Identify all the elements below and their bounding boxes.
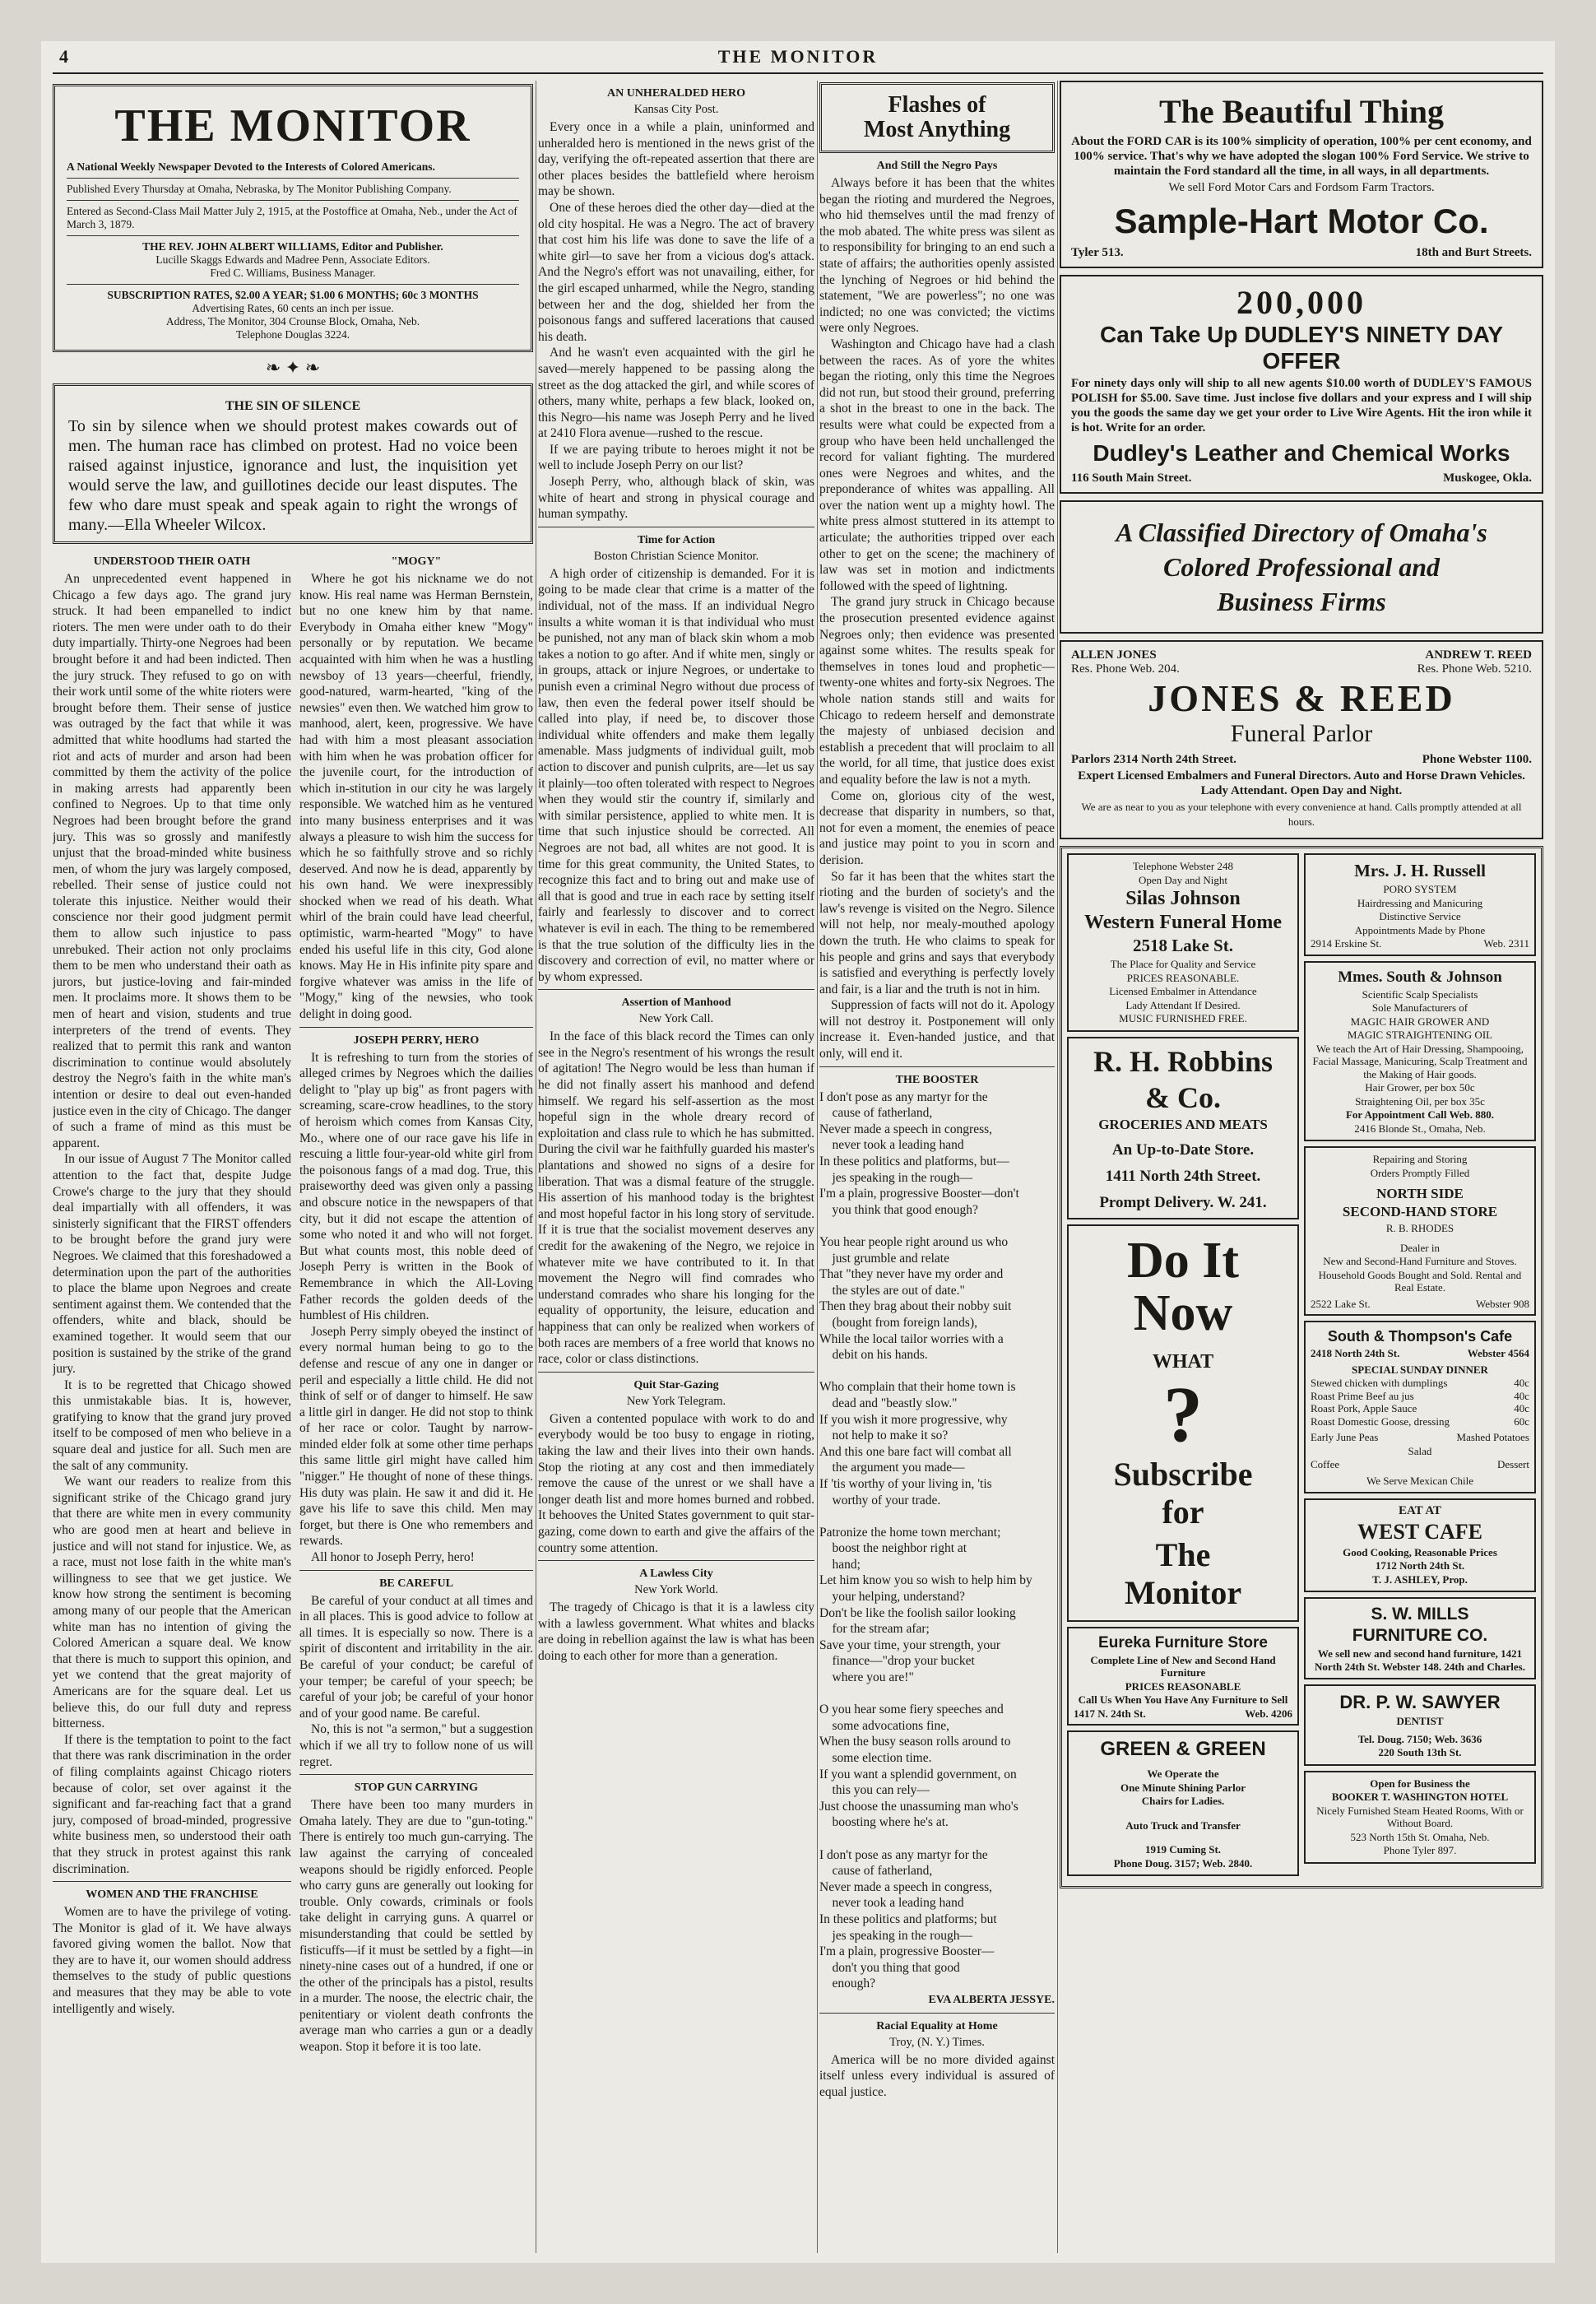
lawless-city-source: New York World. <box>634 1583 718 1597</box>
west-cafe-l3: T. J. ASHLEY, Prop. <box>1372 1572 1468 1586</box>
robbins-l2: Prompt Delivery. W. 241. <box>1099 1193 1267 1211</box>
be-careful-text2: No, this is not "a sermon," but a suggestion which if we all try to follow none of us will regret. <box>299 1722 533 1769</box>
robbins-sub: GROCERIES AND MEATS <box>1098 1116 1268 1132</box>
russell-name: Mrs. J. H. Russell <box>1354 861 1486 880</box>
west-cafe-name: WEST CAFE <box>1357 1519 1482 1544</box>
understood-oath-title: UNDERSTOOD THEIR OATH <box>93 555 251 568</box>
west-cafe-l1: Good Cooking, Reasonable Prices <box>1343 1545 1497 1558</box>
russell-l2: Distinctive Service <box>1379 910 1461 922</box>
mogy-text: Where he got his nickname we do not know. His real name was Herman Bernstein, but no one knew him by that name. Everybody in Omaha either knew "Mogy" personally or by reputation. We became acquainted with him when he was a hustling newsboy of 13 years—cheerful, friendly, good-natured, warm-hearted, "king of the newsies" even then. We watched him grow to manhood, alert, keen, progressive. We have had with him a most pleasant association with him when he was probation officer for the juvenile court, for the introduction of which in-stitution in our city he was largely responsible. We watched him as he ventured into many business enterprises and it was always a pleasure to wish him the success for which he so faithfully strove and so richly deserved. And now he is dead, apparently by his own hand. We were inexpressibly shocked when we read of his death. What whirl of the brain could have lead cheerful, optimistic, warm-hearted "Mogy" to have ended his useful life in this city, God alone knows. May He in His infinite pity spare and forgive whatever was amiss in the life of "Mogy," king of the newsies, who took delight in doing good. <box>299 572 533 1022</box>
masthead-box <box>53 84 533 352</box>
cafe-sub: SPECIAL SUNDAY DINNER <box>1352 1363 1488 1376</box>
dudley-number: 200,000 <box>1236 284 1366 321</box>
directory-line-1: A Classified Directory of Omaha's <box>1116 518 1487 547</box>
do-it-question: ? <box>1163 1369 1203 1458</box>
booker-l2: Nicely Furnished Steam Heated Rooms, With or Without Board. <box>1316 1804 1524 1829</box>
rhodes-l3: Dealer in <box>1399 1241 1440 1254</box>
newspaper-page <box>41 41 1555 2263</box>
cafe-item <box>1311 1377 1529 1390</box>
south-johnson-l5: We teach the Art of Hair Dressing, Shampooing, Facial Massage, Manicuring, Scalp Treatment and the Making of Hair goods. <box>1312 1042 1528 1080</box>
dudley-text: For ninety days only will ship to all new agents $10.00 worth of DUDLEY'S FAMOUS POLISH for $5.00. Save time. Just inclose five dollars and your express and I will ship you the goods the same day we get your order to Live Wire Agents. Hit the iron while it is hot. Write for an order. <box>1071 377 1532 434</box>
ad-silas-johnson <box>1067 853 1299 1032</box>
south-johnson-l2: Sole Manufacturers of <box>1371 1001 1468 1014</box>
sawyer-phone: Tel. Doug. 7150; Web. 3636 <box>1357 1732 1482 1745</box>
russell-l3: Appointments Made by Phone <box>1354 923 1486 936</box>
masthead-manager: Fred C. Williams, Business Manager. <box>210 267 376 279</box>
header-rule <box>53 72 1543 74</box>
cafe-extra-2: Mashed Potatoes <box>1456 1431 1529 1443</box>
joseph-perry-title: JOSEPH PERRY, HERO <box>353 1034 480 1047</box>
cafe-name: South & Thompson's Cafe <box>1327 1328 1513 1345</box>
sample-hart-phone: Tyler 513. <box>1071 246 1124 259</box>
jones-reed-parlors: Parlors 2314 North 24th Street. <box>1071 753 1236 766</box>
still-pays-p6: Suppression of facts will not do it. Apology will not destroy it. Postponement will only increase it. Even-handed justice, and that only, will end it. <box>819 998 1055 1061</box>
south-johnson-address: 2416 Blonde St., Omaha, Neb. <box>1354 1122 1486 1135</box>
directory-line-3: Business Firms <box>1217 587 1386 616</box>
unheralded-title: AN UNHERALDED HERO <box>606 87 745 100</box>
assertion-text: In the face of this black record the Times can only see in the Negro's resentment of his wrongs the result of agitation! The Negro would be less than human if he did not finally assert his manhood and defend himself. We regard his self-assertion as the most hopeful sign in the whole dreary record of exploitation and class rule to which he has submitted. During the civil war he faithfully guarded his master's plantations and showed no signs of a desire for liberation. That was a dismal feature of the struggle. His assertion of his manhood today is the brightest and most hopeful factor in his long story of servitude. If it is true that the socialist movement deserves any credit for the awakening of the Negro, we rejoice in whatever mite we have contributed to it. In that movement the Negro will find comrades who understand comrades who share his longing for the equality of opportunity, the leisure, education and happiness that can only be realized when workers of both races are members of a free world that knows no race, color or class distinctions. <box>538 1029 814 1367</box>
silas-l5: MUSIC FURNISHED FREE. <box>1119 1012 1247 1024</box>
stop-gun-title: STOP GUN CARRYING <box>354 1781 479 1795</box>
eureka-l1: Complete Line of New and Second Hand Furniture <box>1090 1653 1276 1679</box>
eureka-address: 1417 N. 24th St. <box>1074 1707 1146 1720</box>
ad-booker-hotel <box>1304 1771 1536 1864</box>
sin-of-silence-box <box>53 383 533 544</box>
do-it-monitor: Monitor <box>1124 1573 1242 1611</box>
do-it-line-2: Now <box>1133 1284 1233 1341</box>
directory-line-2: Colored Professional and <box>1162 552 1441 582</box>
column-ads <box>1060 81 1543 2253</box>
quit-star-text: Given a contented populace with work to do and everybody would be too busy to engage in rioting, taking the law and their lives into their own hands. Stop the rioting at any cost and then immediately remove the cause of the unrest or we shall have a longer death list and more homes burned and robbed. It behooves the United States government to quit star-gazing, come down to earth and give the affairs of the country some attention. <box>538 1411 814 1555</box>
directory-right <box>1304 853 1536 1881</box>
quit-star-title: Quit Star-Gazing <box>633 1378 719 1391</box>
time-action-title: Time for Action <box>637 533 716 546</box>
masthead-published: Published Every Thursday at Omaha, Nebraska, by The Monitor Publishing Company. <box>67 183 452 195</box>
be-careful-text: Be careful of your conduct at all times and in all places. This is good advice to follow at all times. It is especially so now. There is a spirit of discontent and irritability in the air. Be careful of your conduct; be careful of your temper; be careful of your speech; be careful of your job; be careful of your honor and of your good name. Be careful. <box>299 1593 533 1721</box>
ornament-icon: ❧ ✦ ❧ <box>265 357 321 378</box>
ad-south-johnson <box>1304 961 1536 1142</box>
ad-eureka <box>1067 1627 1299 1726</box>
russell-phone: Web. 2311 <box>1483 937 1529 950</box>
sample-hart-text2: We sell Ford Motor Cars and Fordsom Farm Tractors. <box>1168 181 1435 194</box>
masthead-address: Address, The Monitor, 304 Crounse Block, Omaha, Neb. <box>165 315 420 327</box>
ad-directory <box>1060 500 1543 634</box>
south-johnson-l8: For Appointment Call Web. 880. <box>1345 1108 1495 1121</box>
silas-address: 2518 Lake St. <box>1133 936 1233 955</box>
masthead-telephone: Telephone Douglas 3224. <box>235 328 350 341</box>
directory-left <box>1067 853 1299 1881</box>
south-johnson-l4: MAGIC STRAIGHTENING OIL <box>1347 1029 1493 1041</box>
cafe-item <box>1311 1415 1529 1428</box>
sample-hart-headline: The Beautiful Thing <box>1158 93 1445 130</box>
south-johnson-l1: Scientific Scalp Specialists <box>1362 987 1478 1001</box>
rhodes-address: 2522 Lake St. <box>1311 1297 1371 1310</box>
jones-phone: Res. Phone Web. 204. <box>1071 662 1180 676</box>
cafe-item-name: Roast Domestic Goose, dressing <box>1311 1414 1450 1428</box>
russell-sub: PORO SYSTEM <box>1383 883 1457 895</box>
booster-poem: I don't pose as any martyr for the cause of fatherland, Never made a speech in congress, never took a leading hand In these politics and platforms, but— jes speaking in the rough— I'm a plain, progressive Booster—don't you think that good enough? You hear people right around us who just grumble and relate That "they never have my order and the styles are out of date." Then they brag about their nobby suit (bought from foreign lands), While the local tailor worries with a debit on his hands. Who complain that their home town is dead and "beastly slow." If you wish it more progressive, why not help to make it so? And this one bare fact will combat all the argument you made— If 'tis worthy of your living in, 'tis worthy of your trade. Patronize the home town merchant; boost the neighbor right at hand; Let him know you so wish to help him by your helping, understand? Don't be like the foolish sailor looking for the stream afar; Save your time, your strength, your finance—"drop your bucket where you are!" O you hear some fiery speeches and some advocations fine, When the busy season rolls around to some election time. If you want a splendid government, on this you can rely— Just choose the unassuming man who's boosting where he's at. I don't pose as any martyr for the cause of fatherland, Never made a speech in congress, never took a leading hand In these politics and platforms; but jes speaking in the rough— I'm a plain, progressive Booster— don't you thing that good enough? <box>819 1089 1032 1991</box>
column-rule <box>1057 81 1058 2253</box>
unheralded-p2: One of these heroes died the other day—died at the old city hospital. He was a Negro. The act of bravery that cost him his life was done to save the life of a white girl—to save her from a vicious dog's attack. And the Negro's effort was not unavailing, either, for the girl escaped unharmed, while the Negro, standing between her and the dog, shielded her from the poisonous fangs and suffered lacerations that caused his death. <box>538 200 814 344</box>
green-l4: Auto Truck and Transfer <box>1125 1819 1241 1832</box>
reed-name: ANDREW T. REED <box>1425 648 1532 662</box>
joseph-perry-p1: It is refreshing to turn from the stories of alleged crimes by Negroes which the dailies delight to "play up big" as front pagers with screaming, scare-crow headlines, to the story of heroism which comes from Kansas City, Mo., where one of our race gave his life in rescuing a little four-year-old white girl from the poisonous fangs of a mad dog. True, this praiseworthy deed was given only a passing and obscure notice in the newspapers of that city, but it did not escape the attention of some who noted it and who will not forget. But what counts most, this noble deed of Joseph Perry is written in the Book of Remembrance in which the All-Loving Father records the golden deeds of the humblest of His children. <box>299 1050 533 1323</box>
rhodes-name-2: SECOND-HAND STORE <box>1342 1204 1498 1219</box>
cafe-extra-4: Coffee <box>1311 1458 1340 1470</box>
still-pays-p3: The grand jury struck in Chicago because the prosecution presented evidence against Negroes only; then evidence was presented against some whites. The results speak for themselves in tones loud and prophetic—twenty-one whites and forty-six Negroes. The whole nation stands still and waits for Chicago to redeem herself and demonstrate the majesty of unbiased decision and establish a precedent that will proclaim to all the world, for all time, that justice does exist and equality before the law is not a myth. <box>819 595 1055 787</box>
rhodes-phone: Webster 908 <box>1475 1297 1529 1310</box>
joseph-perry-p3: All honor to Joseph Perry, hero! <box>311 1550 475 1565</box>
column-1 <box>53 81 533 2253</box>
cafe-item-price: 60c <box>1514 1414 1529 1428</box>
booker-name: BOOKER T. WASHINGTON HOTEL <box>1331 1791 1509 1803</box>
racial-equality-source: Troy, (N. Y.) Times. <box>889 2035 985 2049</box>
unheralded-source: Kansas City Post. <box>633 103 719 116</box>
jones-reed-text: Expert Licensed Embalmers and Funeral Directors. Auto and Horse Drawn Vehicles. Lady Attendant. Open Day and Night. <box>1078 769 1525 797</box>
dudley-city: Muskogee, Okla. <box>1443 471 1532 485</box>
masthead-rates: SUBSCRIPTION RATES, $2.00 A YEAR; $1.00 6 MONTHS; 60c 3 MONTHS <box>107 289 479 301</box>
flashes-box <box>819 82 1055 153</box>
unheralded-p4: If we are paying tribute to heroes might it not be well to include Joseph Perry on our list? <box>538 442 814 473</box>
masthead-tagline: A National Weekly Newspaper Devoted to the Interests of Colored Americans. <box>67 160 435 173</box>
do-it-the: The <box>1155 1535 1211 1573</box>
jones-name: ALLEN JONES <box>1071 648 1157 662</box>
booker-l1: Open for Business the <box>1370 1777 1470 1790</box>
unheralded-p1: Every once in a while a plain, uninformed and unheralded hero is mentioned in the news grist of the day, verifying the oft-repeated assertion that there are other places besides the battlefield where heroism may be shown. <box>538 120 814 199</box>
flashes-title-1: Flashes of <box>888 92 986 118</box>
west-cafe-eat: EAT AT <box>1398 1504 1442 1517</box>
masthead-associates: Lucille Skaggs Edwards and Madree Penn, Associate Editors. <box>155 253 430 266</box>
still-pays-p5: So far it has been that the whites start the rioting and the burden of society's and the law's revenge is visited on the Negro. Silence will not help, nor mealy-mouthed apology down the truth. He who claims to speak for his people and grins and says that everybody is satisfied and everything is perfectly lovely and fair, is a liar and the truth is not in him. <box>819 869 1055 996</box>
reed-phone: Res. Phone Web. 5210. <box>1417 662 1532 676</box>
understood-oath-p5: If there is the temptation to point to the fact that there was rank discrimination in the order of filing complaints against Chicago rioters because of color, set over against it the significant and far-reaching fact that a grand jury, composed of broad-minded, progressive white business men, so understood their oath that they struck in protest against this rank discrimination. <box>53 1732 291 1876</box>
jones-reed-phone: Phone Webster 1100. <box>1422 753 1532 766</box>
silas-l2: PRICES REASONABLE. <box>1126 971 1240 984</box>
eureka-name: Eureka Furniture Store <box>1098 1633 1268 1651</box>
lawless-city-text: The tragedy of Chicago is that it is a lawless city with a lawless government. What whites and blacks are doing in rebellion against the law is what has been doing to each other for more than a generation. <box>538 1600 814 1663</box>
racial-equality-title: Racial Equality at Home <box>876 2019 998 2032</box>
robbins-address: 1411 North 24th Street. <box>1105 1167 1261 1185</box>
still-pays-p4: Come on, glorious city of the west, decrease that disparity in numbers, so that, not for even a moment, the enemies of peace and justice may point to you in scorn and derision. <box>819 788 1055 867</box>
cafe-serve: We Serve Mexican Chile <box>1366 1474 1473 1487</box>
silas-phone: Telephone Webster 248 <box>1133 860 1233 872</box>
cafe-item <box>1311 1402 1529 1415</box>
jones-reed-sub: Funeral Parlor <box>1230 720 1373 747</box>
running-head: THE MONITOR <box>717 46 879 67</box>
mills-name-1: S. W. MILLS <box>1371 1605 1469 1623</box>
dudley-name: Dudley's Leather and Chemical Works <box>1093 440 1510 466</box>
column-3 <box>819 81 1055 2253</box>
still-pays-p1: Always before it has been that the whites began the rioting and murdered the Negroes, who hid themselves until the mad frenzy of the mob abated. The white press was silent as to responsibility for bringing to an end such a state of affairs; the authorities openly assisted the lynching of Negroes or hid behind the statement, "We are powerless"; no one was indicted; no one was convicted; the victims were only Negroes. <box>819 176 1055 336</box>
sawyer-address: 220 South 13th St. <box>1378 1746 1462 1758</box>
eureka-l3: Call Us When You Have Any Furniture to Sell <box>1078 1693 1288 1706</box>
dudley-headline: Can Take Up DUDLEY'S NINETY DAY OFFER <box>1099 322 1504 374</box>
dudley-address: 116 South Main Street. <box>1071 471 1192 485</box>
eureka-l2: PRICES REASONABLE <box>1125 1679 1241 1693</box>
booster-author: EVA ALBERTA JESSYE. <box>928 1993 1055 2006</box>
silas-l4: Lady Attendant If Desired. <box>1125 998 1241 1011</box>
understood-oath-p3: It is to be regretted that Chicago showed this unmistakable bias. It is, however, gratifying to know that the grand jury proved itself to be composed of men who believe in a square deal and justice for all. Such men are the salt of any community. <box>53 1377 291 1473</box>
cafe-phone: Webster 4564 <box>1467 1347 1529 1359</box>
do-it-for: for <box>1162 1493 1204 1531</box>
assertion-title: Assertion of Manhood <box>621 996 731 1010</box>
booker-phone: Phone Tyler 897. <box>1383 1844 1457 1856</box>
rhodes-name-1: NORTH SIDE <box>1376 1186 1464 1201</box>
green-phone: Phone Doug. 3157; Web. 2840. <box>1113 1856 1253 1870</box>
west-cafe-l2: 1712 North 24th St. <box>1375 1559 1465 1572</box>
robbins-name-2: & Co. <box>1145 1080 1221 1114</box>
lawless-city-title: A Lawless City <box>639 1568 713 1581</box>
sample-hart-name: Sample-Hart Motor Co. <box>1114 202 1489 240</box>
subcolumn-left <box>53 549 291 2055</box>
ad-south-thompson-cafe <box>1304 1321 1536 1493</box>
unheralded-p3: And he wasn't even acquainted with the girl he saved—merely happened to be passing along the street as the dog attacked the girl, and while scores of others, many white, perhaps a few black, looked on, this Negro—his name was Joseph Perry and he lived at 2410 Flora avenue—rushed to the rescue. <box>538 346 814 441</box>
column-rule <box>817 81 818 2253</box>
rhodes-l5: Household Goods Bought and Sold. Rental and Real Estate. <box>1318 1268 1522 1294</box>
booster-title: THE BOOSTER <box>895 1073 979 1086</box>
women-franchise-text: Women are to have the privilege of voting. The Monitor is glad of it. We have always favored giving women the ballot. Now that they are to have it, our women should address themselves to the study of public questions and measures that they may be able to vote intelligently and wisely. <box>53 1905 291 2016</box>
jones-reed-name: JONES & REED <box>1148 677 1455 719</box>
south-johnson-l7: Straightening Oil, per box 35c <box>1355 1094 1485 1108</box>
ad-do-it-now <box>1067 1224 1299 1622</box>
silas-l3: Licensed Embalmer in Attendance <box>1109 985 1257 997</box>
assertion-source: New York Call. <box>638 1012 714 1026</box>
cafe-item-price: 40c <box>1514 1377 1529 1389</box>
still-pays-p2: Washington and Chicago have had a clash between the races. As of yore the whites began the rioting, only this time the Negroes did not run, but stood their ground, preferring a shot in the breast to one in the back. The results were what could be expected from a group who have been held unchallenged the record for valiant fighting. The murdered ones were Negroes and whites, and the preponderance of whites was appalling. All over the nation went up a mighty howl. The white press almost stuttered in its attempt to articulate; the authorities tripped over each other to get on the scene; the machinery of law was set in motion and indictments followed with the speed of lightning. <box>819 337 1055 593</box>
booker-l3: 523 North 15th St. Omaha, Neb. <box>1350 1830 1490 1843</box>
ad-mills <box>1304 1597 1536 1679</box>
page-number: 4 <box>59 46 68 67</box>
understood-oath-p1: An unprecedented event happened in Chicago a few days ago. The grand jury struck. It had been empanelled to indict rioters. The men were under oath to do their duty impartially. Thirty-one Negroes had been brought before it and had been indicted. Then the jury struck. They refused to go on with their work until some of the white rioters were brought before them. Their sense of justice was outraged by the fact that while it was admitted that white hoodlums had started the riot and acts of murder and arson had been committed by them the activity of the police in making arrests had apparently been confined to Negroes. Up to that time only Negroes had been brought before the grand jury. This was so grossly and manifestly unjust that the broad-minded white business men, of whom the jury was largely composed, rebelled. Their sense of justice could not tolerate this injustice. Neither would their conscience nor their good judgment permit them to allow such injustice to pass unrebuked. Their action not only proclaims them to be men who understand their oath as jurors, but justice-loving and fair-minded men. It proclaims more. It shows them to be men of heart and vision, students and true interpreters of the trend of events. They realized that to permit this rank and wanton discrimination to continue would absolutely destroy the Negro's faith in the white man's intention or desire to deal out even-handed justice even in the city of Chicago. The danger of such a frame of mind as this must be apparent. <box>53 572 291 1150</box>
rhodes-l1: Repairing and Storing <box>1372 1153 1468 1165</box>
sample-hart-address: 18th and Burt Streets. <box>1415 246 1532 259</box>
rhodes-l4: New and Second-Hand Furniture and Stoves. <box>1323 1255 1517 1267</box>
cafe-extra-3: Salad <box>1408 1444 1432 1457</box>
understood-oath-p4: We want our readers to realize from this significant strike of the Chicago grand jury that there are white men in every community who are good men at heart and believe in justice and will not stand for injustice. We, as a race, must not lose faith in the white man's willingness to see that we get justice. We know how strong the sentiment is becoming among many of our people that the American white man has no intention of giving the Colored American a square deal. We know that there is much to support this opinion, and yet we contend that the great majority of Americans are for the square deal. Let us believe this, do our full duty and repress bitterness. <box>53 1475 291 1731</box>
russell-l1: Hairdressing and Manicuring <box>1357 896 1483 909</box>
green-l2: One Minute Shining Parlor <box>1120 1781 1246 1794</box>
quit-star-source: New York Telegram. <box>626 1394 726 1408</box>
mills-l1: We sell new and second hand furniture, 1421 North 24th St. Webster 148. 24th and Charles. <box>1315 1647 1525 1673</box>
cafe-item-name: Roast Prime Beef au jus <box>1311 1389 1414 1402</box>
sin-of-silence-title: THE SIN OF SILENCE <box>225 399 361 413</box>
flashes-title-2: Most Anything <box>863 117 1011 142</box>
south-johnson-name: Mmes. South & Johnson <box>1338 968 1502 986</box>
ad-dudley <box>1060 275 1543 494</box>
sin-of-silence-text: To sin by silence when we should protest makes cowards out of men. The human race has climbed on protest. Had no voice been raised against injustice, ignorance and lust, the inquisition yet would serve the law, and guillotines decide our least disputes. The few who dare must speak and speak again to right the wrongs of many.—Ella Wheeler Wilcox. <box>68 417 517 534</box>
unheralded-p5: Joseph Perry, who, although black of skin, was white of heart and strong in physical courage and human sympathy. <box>538 475 814 522</box>
silas-l1: The Place for Quality and Service <box>1110 958 1256 970</box>
sample-hart-text: About the FORD CAR is its 100% simplicity of operation, 100% per cent economy, and 100% service. That's why we have adopted the slogan 100% Ford Service. We strive to maintain the Ford standard all the time, in all ways, in all departments. <box>1071 135 1532 178</box>
masthead-title: THE MONITOR <box>114 100 471 151</box>
time-action-text: A high order of citizenship is demanded. For it is going to be made clear that crime is a matter of the individual, not of the mass. If an individual Negro insults a white woman it is that individual who must be punished, not any man of black skin whom a mob takes a notion to go after. And if white men, singly or in groups, attack or injure Negroes, or undertake to punish even a criminal Negro without due process of law, then even the federal power itself should be called into play, if need be, to discover those individual white offenders and make them legally amenable. Mass judgments of individual guilt, mob action to discover and punish culprits, are—let us say it plainly—too often tolerated with respect to Negroes when they would stir the country if, similarly and with similar persistence, applied to white men. It is time that such injustice should be corrected. All Negroes are not bad, all whites are not good. It is time for this great community, the United States, to recognize this fact and to bring out and make use of all that is good and true in each race by setting itself fairly and fearlessly to discover and to correct whatever is evil in each. The thing to be remembered is that the true solution of the difficulty lies in the discovery and correction of evil, no matter where or by whom expressed. <box>538 566 814 984</box>
silas-name-1: Silas Johnson <box>1125 888 1241 909</box>
silas-name-2: Western Funeral Home <box>1084 912 1282 933</box>
cafe-item-price: 40c <box>1514 1389 1529 1402</box>
column-2 <box>538 81 814 2253</box>
ad-jones-reed <box>1060 640 1543 839</box>
masthead-advertising: Advertising Rates, 60 cents an inch per issue. <box>192 302 394 314</box>
sawyer-name: DR. P. W. SAWYER <box>1339 1692 1501 1712</box>
ad-sawyer <box>1304 1684 1536 1766</box>
still-pays-title: And Still the Negro Pays <box>876 160 998 172</box>
cafe-item-name: Stewed chicken with dumplings <box>1311 1377 1448 1389</box>
joseph-perry-p2: Joseph Perry simply obeyed the instinct of every normal human being to go to the defense and rescue of any one in danger or peril and especially a little child. He did not think of self or of danger to himself. He saw a little girl in danger. He did not stop to think of her race or color. Taught by narrow-minded elder folk at some other time perhaps this same little girl might have called him "nigger." He thought of none of these things. His duty was plain. He saw it and did it. He gave his life to save this child. Men may forget, but there is One who remembers and rewards. <box>299 1324 533 1549</box>
eureka-phone: Web. 4206 <box>1245 1707 1292 1720</box>
stop-gun-text: There have been too many murders in Omaha lately. They are due to "gun-toting." There is entirely too much gun-carrying. The law against the carrying of concealed weapons should be rigidly enforced. People who carry guns are generally out looking for trouble. Only cowards, criminals or fools take delight in carrying guns. A quarrel or misunderstanding that could be settled by fisticuffs—if it must be settled by a fight—in ninety-nine cases out of a hundred, if one or the other of the principals has a pistol, results in a murder. The noose, the electric chair, the penitentiary or violent death confronts the average man who carries a gun or a deadly weapon. Stop it before it is too late. <box>299 1798 533 2055</box>
jones-reed-text2: We are as near to you as your telephone with every convenience at hand. Calls promptly attended at all hours. <box>1081 801 1522 828</box>
sawyer-sub: DENTIST <box>1396 1715 1444 1727</box>
cafe-item-price: 40c <box>1514 1402 1529 1414</box>
ad-robbins <box>1067 1037 1299 1219</box>
rhodes-owner: R. B. RHODES <box>1385 1222 1454 1234</box>
do-it-subscribe: Subscribe <box>1113 1455 1253 1493</box>
subcolumn-right <box>299 549 533 2055</box>
ad-rhodes <box>1304 1146 1536 1316</box>
ad-russell <box>1304 853 1536 956</box>
russell-address: 2914 Erskine St. <box>1311 937 1382 950</box>
ad-sample-hart <box>1060 81 1543 268</box>
cafe-address: 2418 North 24th St. <box>1311 1347 1400 1359</box>
rhodes-l2: Orders Promptly Filled <box>1370 1166 1470 1179</box>
green-l3: Chairs for Ladies. <box>1141 1795 1225 1807</box>
masthead-entered: Entered as Second-Class Mail Matter July 2, 1915, at the Postoffice at Omaha, Neb., under the Act of March 3, 1879. <box>67 205 517 230</box>
cafe-extra-1: Early June Peas <box>1311 1431 1379 1443</box>
green-name: GREEN & GREEN <box>1100 1738 1266 1760</box>
do-it-what: WHAT <box>1152 1350 1214 1373</box>
green-address: 1919 Cuming St. <box>1144 1843 1222 1856</box>
cafe-extra-5: Dessert <box>1497 1458 1529 1470</box>
green-l1: We Operate the <box>1147 1767 1219 1780</box>
south-johnson-l6: Hair Grower, per box 50c <box>1365 1081 1475 1094</box>
ad-west-cafe <box>1304 1498 1536 1592</box>
masthead-editor: THE REV. JOHN ALBERT WILLIAMS, Editor and Publisher. <box>142 240 443 253</box>
silas-hours: Open Day and Night <box>1139 873 1227 886</box>
understood-oath-p2: In our issue of August 7 The Monitor called attention to the fact that, despite Judge Crowe's charge to the jury that they should deal impartially with all offenders, it was sinisterly significant that the FIRST offenders to be brought before the grand jury were Negroes. We claimed that this foreshadowed a determination upon the part of the authorities to place the blame upon Negroes and create sentiment against them. We contended that the offenders, white and black, should be examined together. It would seem that our position is sustained by the strike of the grand jury. <box>53 1152 291 1377</box>
column-1-split <box>53 549 533 2055</box>
do-it-line-1: Do It <box>1126 1232 1240 1289</box>
racial-equality-text: America will be no more divided against itself unless every individual is assured of equal justice. <box>819 2052 1055 2099</box>
south-johnson-l3: MAGIC HAIR GROWER AND <box>1350 1015 1490 1028</box>
mills-name-2: FURNITURE CO. <box>1352 1626 1488 1645</box>
cafe-item <box>1311 1390 1529 1403</box>
women-franchise-title: WOMEN AND THE FRANCHISE <box>86 1888 258 1902</box>
directory-grid <box>1060 846 1543 1888</box>
cafe-item-name: Roast Pork, Apple Sauce <box>1311 1402 1417 1414</box>
robbins-l1: An Up-to-Date Store. <box>1111 1140 1255 1159</box>
robbins-name-1: R. H. Robbins <box>1093 1044 1274 1078</box>
mogy-title: "MOGY" <box>391 555 442 568</box>
be-careful-title: BE CAREFUL <box>379 1577 453 1590</box>
ad-green <box>1067 1730 1299 1876</box>
time-action-source: Boston Christian Science Monitor. <box>593 549 759 563</box>
